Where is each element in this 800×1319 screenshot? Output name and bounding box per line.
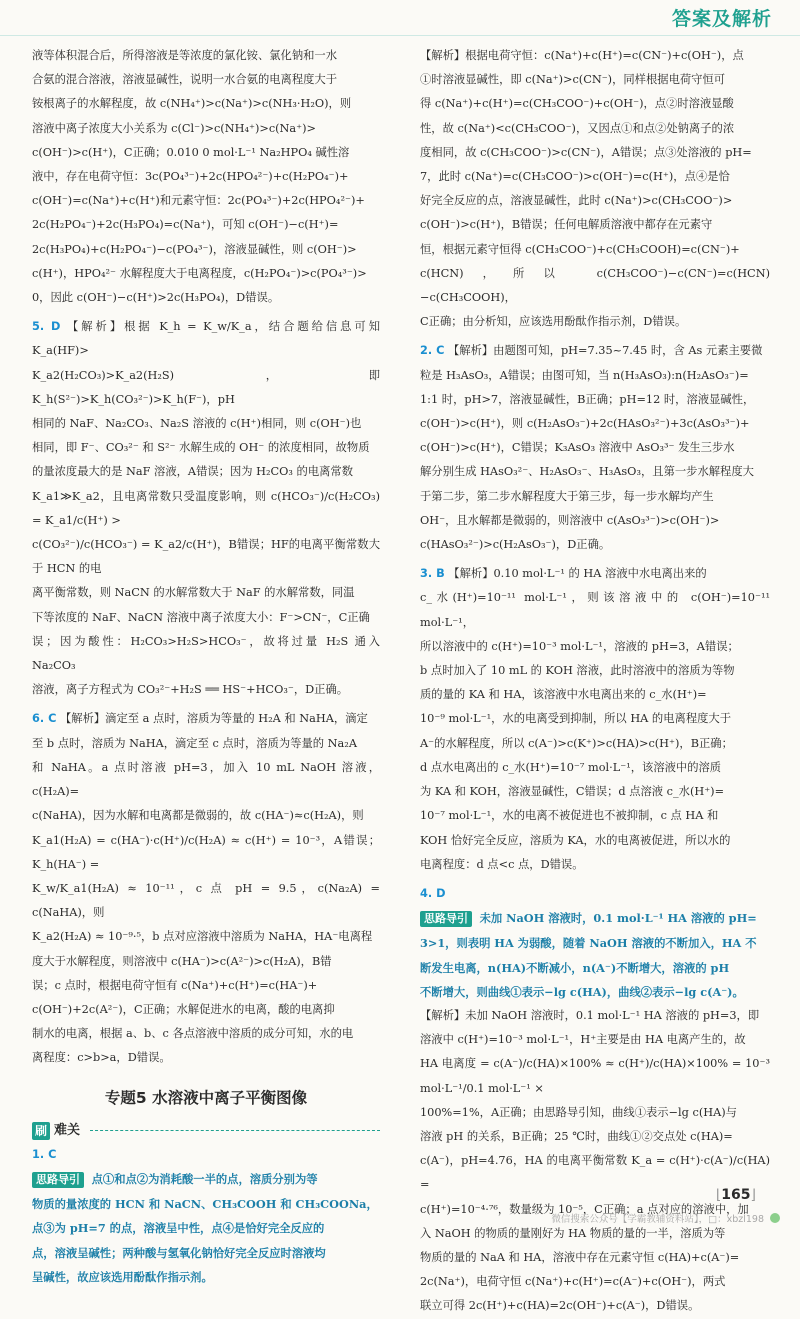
hint-tag: 思路导引 (420, 911, 472, 927)
answer-line: 至 b 点时，溶质为 NaHA，滴定至 c 点时，溶质为等量的 Na₂A (32, 736, 357, 750)
answer-line: 0，因此 c(OH⁻)−c(H⁺)>2c(H₃PO₄)，D错误。 (32, 291, 280, 305)
question-number: 1. C (32, 1147, 57, 1161)
difficulty-label: 难关 (54, 1122, 81, 1138)
bracket-right: ⌋ (750, 1187, 756, 1203)
hint-line (32, 1167, 380, 1192)
answer-line: c_水(H⁺)=10⁻¹¹ mol·L⁻¹，则该溶液中的 c(OH⁻)=10⁻¹¹ mol·L⁻¹， (420, 591, 770, 629)
answer-line: 相同的 NaF、Na₂CO₃、Na₂S 溶液的 c(H⁺)相同，则 c(OH⁻)也 (32, 417, 362, 431)
answer-line: C正确；由分析知，应该选用酚酞作指示剂，D错误。 (420, 315, 687, 329)
answer-line: 得 c(Na⁺)+c(H⁺)=c(CH₃COO⁻)+c(OH⁻)，点②时溶液显酸 (420, 97, 734, 111)
question-number: 5. D (32, 320, 61, 334)
answer-line: d 点水电离出的 c_水(H⁺)=10⁻⁷ mol·L⁻¹，该溶液中的溶质 (420, 760, 722, 774)
difficulty-badge: 刷 (32, 1122, 50, 1140)
answer-line: 误；因为酸性：H₂CO₃>H₂S>HCO₃⁻，故将过量 H₂S 通入 Na₂CO₃ (32, 634, 380, 673)
question-number: 3. B (420, 567, 445, 581)
answer-line: 合氨的混合溶液，溶液显碱性，说明一水合氨的电离程度大于 (32, 73, 338, 87)
answer-line: 下等浓度的 NaF、NaCN 溶液中离子浓度大小：F⁻>CN⁻，C正确 (32, 610, 370, 624)
hint-text: 点，溶液呈碱性；两种酸与氢氧化钠恰好完全反应时溶液均 (32, 1245, 326, 1260)
answer-line: 铵根离子的水解程度，故 c(NH₄⁺)>c(Na⁺)>c(NH₃·H₂O)，则 (32, 97, 352, 111)
answer-line: 液等体积混合后，所得溶液是等浓度的氯化铵、氯化钠和一水 (32, 49, 338, 62)
answer-line: c(OH⁻)>c(H⁺)，C错误；K₃AsO₃ 溶液中 AsO₃³⁻ 发生三步水 (420, 441, 735, 455)
answer-line: K_a1(H₂A) = c(HA⁻)·c(H⁺)/c(H₂A) ≈ c(H⁺) = 10⁻³，A错误；K_h(HA⁻) = (32, 833, 380, 871)
answer-line: 好完全反应的点，溶液显碱性，此时 c(Na⁺)>c(CH₃COO⁻)> (420, 194, 733, 208)
answer-line: 液中，存在电荷守恒：3c(PO₄³⁻)+2c(HPO₄²⁻)+c(H₂PO₄⁻)+ (32, 170, 349, 184)
answer-line: 于第二步，第二步水解程度大于第三步，每一步水解均产生 (420, 489, 714, 503)
answer-line: c(H⁺)，HPO₄²⁻ 水解程度大于电离程度，c(H₂PO₄⁻)>c(PO₄³⁻)> (32, 266, 367, 280)
hint-text: 断发生电离，n(HA)不断减小，n(A⁻)不断增大，溶液的 pH (420, 960, 730, 975)
answer-line: 离平衡常数，则 NaCN 的水解常数大于 NaF 的水解常数，同温 (32, 586, 355, 600)
answer-line: 2c(H₃PO₄)+c(H₂PO₄⁻)−c(PO₄³⁻)，溶液显碱性，则 c(OH⁻)> (32, 242, 357, 256)
answer-line: 质的量的 KA 和 HA，该溶液中水电离出来的 c_水(H⁺)= (420, 688, 707, 702)
answer-line: ①时溶液显碱性，即 c(Na⁺)>c(CN⁻)，同样根据电荷守恒可 (420, 73, 726, 87)
question-4 (420, 882, 770, 906)
answer-line: c(HAsO₃²⁻)>c(H₂AsO₃⁻)，D正确。 (420, 538, 611, 552)
answer-line: K_a2(H₂A) ≈ 10⁻⁹·⁵，b 点对应溶液中溶质为 NaHA，HA⁻电离程 (32, 930, 373, 944)
hint-text: 未加 NaOH 溶液时，0.1 mol·L⁻¹ HA 溶液的 pH= (479, 911, 757, 926)
answer-line: K_a1≫K_a2，且电离常数只受温度影响，则 c(HCO₃⁻)/c(H₂CO₃) = K_a1/c(H⁺) > (32, 489, 380, 527)
answer-line: 溶液，离子方程式为 CO₃²⁻+H₂S ══ HS⁻+HCO₃⁻，D正确。 (32, 683, 349, 697)
answer-line: KOH 恰好完全反应，溶质为 KA，水的电离被促进，所以水的 (420, 833, 731, 847)
dashed-divider (90, 1130, 380, 1131)
answer-line: 【解析】未加 NaOH 溶液时，0.1 mol·L⁻¹ HA 溶液的 pH=3，即 (420, 1008, 760, 1022)
answer-line: 10⁻⁹ mol·L⁻¹，水的电离受到抑制，所以 HA 的电离程度大于 (420, 712, 732, 726)
answer-line: 物质的量的 NaA 和 HA，溶液中存在元素守恒 c(HA)+c(A⁻)= (420, 1250, 740, 1264)
hint-text: 点①和点②为消耗酸一半的点，溶质分别为等 (91, 1171, 318, 1186)
difficulty-header (32, 1119, 380, 1143)
answer-line: c(OH⁻)>c(H⁺)，则 c(H₂AsO₃⁻)+2c(HAsO₃²⁻)+3c(AsO₃³⁻)+ (420, 417, 750, 431)
page-header-title: 答案及解析 (671, 8, 772, 30)
answer-line: b 点时加入了 10 mL 的 KOH 溶液，此时溶液中的溶质为等物 (420, 664, 735, 678)
answer-line: 解分别生成 HAsO₃²⁻、H₂AsO₃⁻、H₃AsO₃，且第一步水解程度大 (420, 465, 754, 479)
answer-line: 度大于水解程度，则溶液中 c(HA⁻)>c(A²⁻)>c(H₂A)，B错 (32, 954, 332, 968)
answer-line: HA 电离度 = c(A⁻)/c(HA)×100% ≈ c(H⁺)/c(HA)×100% = 10⁻³ mol·L⁻¹/0.1 mol·L⁻¹ × (420, 1057, 770, 1095)
answer-line: 溶液中离子浓度大小关系为 c(Cl⁻)>c(NH₄⁺)>c(Na⁺)> (32, 121, 317, 135)
answer-line: 所以溶液中的 c(H⁺)=10⁻³ mol·L⁻¹，溶液的 pH=3，A错误； (420, 639, 739, 653)
question-number: 2. C (420, 344, 445, 358)
question-6 (32, 707, 380, 731)
bracket-left: ⌊ (715, 1187, 722, 1203)
right-column (420, 44, 770, 1319)
header-divider (0, 35, 800, 36)
section-title: 专题5 水溶液中离子平衡图像 (104, 1088, 308, 1107)
answer-line: c(OH⁻)=c(Na⁺)+c(H⁺)和元素守恒：2c(PO₄³⁻)+2c(HPO₄²⁻)+ (32, 194, 365, 208)
hint-text: 不断增大，则曲线①表示−lg c(HA)，曲线②表示−lg c(A⁻)。 (420, 984, 744, 999)
answer-line: 7，此时 c(Na⁺)=c(CH₃COO⁻)>c(OH⁻)=c(H⁺)，点④是恰 (420, 170, 730, 184)
answer-line: c(HCN)，所以 c(CH₃COO⁻)−c(CN⁻)=c(HCN)−c(CH₃COOH)， (420, 266, 770, 305)
question-number: 4. D (420, 886, 446, 900)
answer-line: 【解析】根据电荷守恒：c(Na⁺)+c(H⁺)=c(CN⁻)+c(OH⁻)，点 (420, 49, 744, 62)
answer-line: c(CO₃²⁻)/c(HCO₃⁻) = K_a2/c(H⁺)，B错误；HF的电离平衡常数大于 HCN 的电 (32, 538, 380, 576)
watermark (551, 1211, 780, 1225)
hint-line (420, 906, 770, 931)
answer-line: 100%=1%，A正确；由思路导引知，曲线①表示−lg c(HA)与 (420, 1105, 737, 1119)
answer-line: K_w/K_a1(H₂A) ≈ 10⁻¹¹，c 点 pH = 9.5，c(Na₂A) = c(NaHA)，则 (32, 881, 380, 920)
question-3 (420, 562, 770, 586)
answer-line: 电离程度：d 点<c 点，D错误。 (420, 857, 584, 871)
answer-line: K_a2(H₂CO₃)>K_a2(H₂S)，即 K_h(S²⁻)>K_h(CO₃²⁻)>K_h(F⁻)，pH (32, 368, 380, 406)
answer-line: OH⁻，且水解都是微弱的，则溶液中 c(AsO₃³⁻)>c(OH⁻)> (420, 513, 720, 527)
hint-text: 呈碱性，故应该选用酚酞作指示剂。 (32, 1269, 213, 1284)
answer-line: c(A⁻)，pH=4.76，HA 的电离平衡常数 K_a = c(H⁺)·c(A⁻)/c(HA) = (420, 1154, 770, 1192)
answer-line: 【解析】由题图可知，pH=7.35~7.45 时，含 As 元素主要微 (447, 344, 763, 358)
page-number (716, 1187, 756, 1203)
answer-line: 入 NaOH 的物质的量刚好为 HA 物质的量的一半，溶质为等 (420, 1226, 726, 1240)
wechat-icon (770, 1213, 780, 1223)
answer-line: 制水的电离，根据 a、b、c 各点溶液中溶质的成分可知，水的电 (32, 1027, 354, 1041)
answer-line: 溶液中 c(H⁺)=10⁻³ mol·L⁻¹，H⁺主要是由 HA 电离产生的，故 (420, 1033, 746, 1047)
answer-line: c(NaHA)，因为水解和电离都是微弱的，故 c(HA⁻)≈c(H₂A)，则 (32, 809, 364, 823)
answer-line: A⁻的水解程度，所以 c(A⁻)>c(K⁺)>c(HA)>c(H⁺)，B正确； (420, 736, 733, 750)
question-number: 6. C (32, 712, 57, 726)
answer-line: 离程度：c>b>a，D错误。 (32, 1051, 171, 1065)
answer-line: 【解析】滴定至 a 点时，溶质为等量的 H₂A 和 NaHA，滴定 (59, 712, 368, 726)
hint-text: 3>1，则表明 HA 为弱酸，随着 NaOH 溶液的不断加入，HA 不 (420, 936, 757, 951)
watermark-text: 微信搜索公众号【学霸教辅资料站】，□：xbzl198 (551, 1214, 764, 1225)
answer-line: 相同，即 F⁻、CO₃²⁻ 和 S²⁻ 水解生成的 OH⁻ 的浓度相同，故物质 (32, 441, 370, 455)
answer-line: 度相同，故 c(CH₃COO⁻)>c(CN⁻)，A错误；点③处溶液的 pH= (420, 145, 752, 159)
answer-line: 恒，根据元素守恒得 c(CH₃COO⁻)+c(CH₃COOH)=c(CN⁻)+ (420, 242, 740, 256)
hint-text: 物质的量浓度的 HCN 和 NaCN、CH₃COOH 和 CH₃COONa， (32, 1197, 378, 1212)
question-1 (32, 1143, 380, 1167)
answer-line: 1:1 时，pH>7，溶液显碱性，B正确；pH=12 时，溶液显碱性， (420, 392, 755, 406)
answer-line: c(OH⁻)+2c(A²⁻)，C正确；水解促进水的电离，酸的电离抑 (32, 1002, 335, 1016)
hint-text: 点③为 pH=7 的点，溶液呈中性，点④是恰好完全反应的 (32, 1221, 325, 1236)
answer-line: 2c(Na⁺)，电荷守恒 c(Na⁺)+c(H⁺)=c(A⁻)+c(OH⁻)，两式 (420, 1275, 726, 1289)
answer-line: 和 NaHA。a 点时溶液 pH=3，加入 10 mL NaOH 溶液，c(H₂A)= (32, 760, 380, 799)
answer-line: 性，故 c(Na⁺)<c(CH₃COO⁻)，又因点①和点②处钠离子的浓 (420, 121, 735, 135)
answer-line: 为 KA 和 KOH，溶液显碱性，C错误；d 点溶液 c_水(H⁺)= (420, 785, 725, 799)
answer-line: 联立可得 2c(H⁺)+c(HA)=2c(OH⁻)+c(A⁻)，D错误。 (420, 1299, 700, 1313)
answer-line: 的量浓度最大的是 NaF 溶液，A错误；因为 H₂CO₃ 的电离常数 (32, 465, 354, 479)
left-column (32, 44, 380, 1289)
answer-line: c(OH⁻)>c(H⁺)，C正确；0.010 0 mol·L⁻¹ Na₂HPO₄ 碱性溶 (32, 145, 350, 159)
page-number-value: 165 (721, 1187, 751, 1203)
answer-line: c(H⁺)=10⁻⁴·⁷⁶，数量级为 10⁻⁵，C正确；a 点对应的溶液中，加 (420, 1202, 749, 1216)
answer-line: 误；c 点时，根据电荷守恒有 c(Na⁺)+c(H⁺)=c(HA⁻)+ (32, 978, 318, 992)
answer-line: 【解析】0.10 mol·L⁻¹ 的 HA 溶液中水电离出来的 (448, 567, 707, 581)
answer-line: 10⁻⁷ mol·L⁻¹，水的电离不被促进也不被抑制，c 点 HA 和 (420, 809, 719, 823)
answer-line: 溶液 pH 的关系，B正确；25 ℃时，曲线①②交点处 c(HA)= (420, 1129, 733, 1143)
question-5 (32, 315, 380, 363)
hint-tag: 思路导引 (32, 1172, 84, 1188)
answer-line: 【解析】根据 K_h = K_w/K_a，结合题给信息可知 K_a(HF)> (32, 320, 380, 358)
question-2 (420, 339, 770, 363)
answer-line: 粒是 H₃AsO₃，A错误；由图可知，当 n(H₃AsO₃):n(H₂AsO₃⁻)= (420, 368, 749, 382)
answer-line: 2c(H₂PO₄⁻)+2c(H₃PO₄)=c(Na⁺)，可知 c(OH⁻)−c(H⁺)= (32, 218, 339, 232)
answer-line: c(OH⁻)>c(H⁺)，B错误；任何电解质溶液中都存在元素守 (420, 218, 713, 232)
